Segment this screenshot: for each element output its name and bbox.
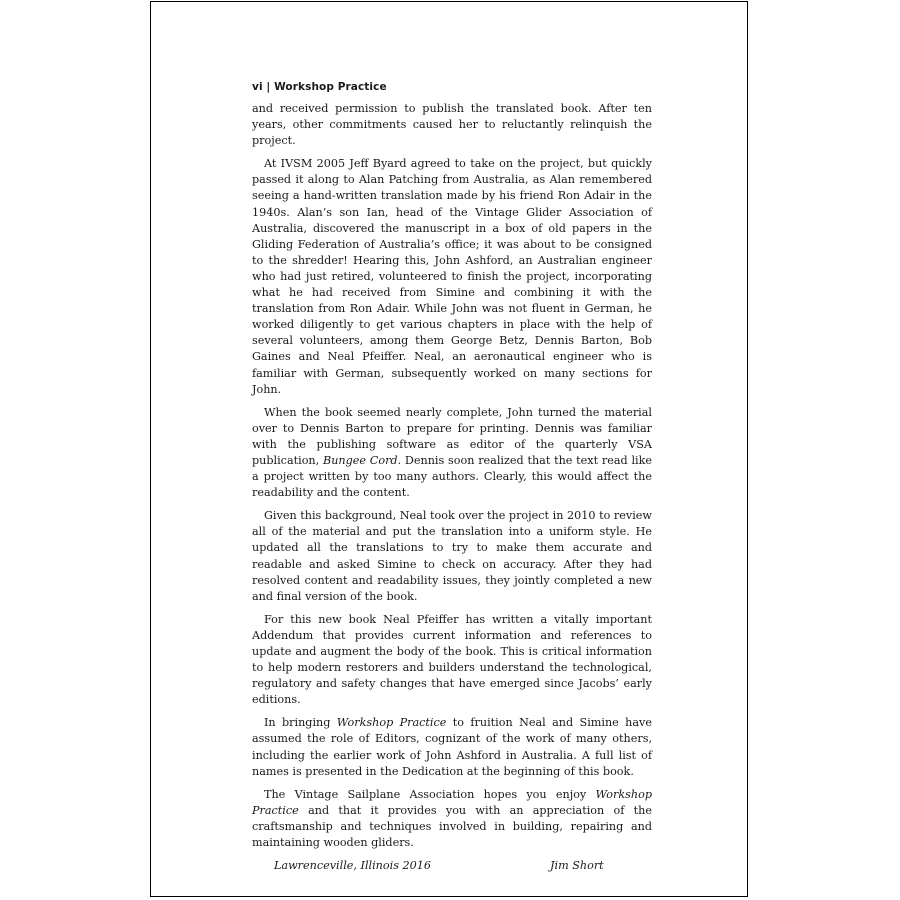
paragraph-text: Given this background, Neal took over the project in 2010 to review all of the material and put the translation into a uniform style. He updated all the translations to try to make them accurate and readable and asked Simine to check on accuracy. After they had resolved content and readability issues, they jointly completed a new and final version of the book.	[252, 509, 652, 603]
book-page	[150, 1, 748, 897]
paragraph	[252, 156, 652, 397]
body-text	[252, 101, 652, 851]
italic-text: Workshop Practice	[336, 716, 447, 730]
paragraph-text: and received permission to publish the translated book. After ten years, other commitments caused her to reluctantly relinquish the project.	[252, 102, 652, 148]
paragraph-text: At IVSM 2005 Jeff Byard agreed to take on the project, but quickly passed it along to Alan Patching from Australia, as Alan remembered seeing a hand-written translation made by his friend Ron Adair in the 1940s. Alan’s son Ian, head of the Vintage Glider Association of Australia, discovered the manuscript in a box of old papers in the Gliding Federation of Australia’s office; it was about to be consigned to the shredder! Hearing this, John Ashford, an Australian engineer who had just retired, volunteered to finish the project, incorporating what he had received from Simine and combining it with the translation from Ron Adair. While John was not fluent in German, he worked diligently to get various chapters in place with the help of several volunteers, among them George Betz, Dennis Barton, Bob Gaines and Neal Pfeiffer. Neal, an aeronautical engineer who is familiar with German, subsequently worked on many sections for John.	[252, 157, 652, 396]
book-title: Workshop Practice	[274, 81, 387, 93]
signature-line	[252, 858, 652, 876]
page-number: vi	[252, 81, 263, 93]
paragraph-text: For this new book Neal Pfeiffer has written a vitally important Addendum that provides current information and references to update and augment the body of the book. This is critical information to help modern restorers and builders understand the technological, regulatory and safety changes that have emerged since Jacobs’ early editions.	[252, 612, 652, 707]
header-separator: |	[266, 81, 271, 93]
page-content	[252, 79, 652, 876]
paragraph-text: When the book seemed nearly complete, John turned the material over to Dennis Barton to prepare for printing. Dennis was familiar with the publishing software as editor of the quarterly VSA publication,	[252, 405, 652, 467]
signature-place-date: Lawrenceville, Illinois 2016	[274, 859, 431, 873]
italic-text: Bungee Cord.	[322, 453, 402, 467]
paragraph	[252, 612, 652, 709]
paragraph-text: The Vintage Sailplane Association hopes you enjoy	[264, 787, 596, 801]
paragraph-text: In bringing	[264, 716, 337, 730]
paragraph	[252, 405, 652, 502]
paragraph-text: and that it provides you with an appreciation of the craftsmanship and techniques involved in building, repairing and maintaining wooden gliders.	[252, 803, 652, 850]
paragraph	[252, 787, 652, 851]
paragraph-text: to fruition Neal and Simine have assumed the role of Editors, cognizant of the work of many others, including the earlier work of John Ashford in Australia. A full list of names is presented in the Dedication at the beginning of this book.	[252, 716, 652, 778]
running-head	[252, 79, 652, 95]
paragraph-text: Dennis soon realized that the text read like a project written by too many authors. Clearly, this would affect the readability and the content.	[252, 453, 653, 500]
signature-name: Jim Short	[550, 859, 604, 873]
paragraph	[252, 508, 652, 605]
paragraph	[252, 715, 652, 779]
italic-text: Workshop Practice	[252, 787, 652, 817]
paragraph	[252, 101, 652, 149]
